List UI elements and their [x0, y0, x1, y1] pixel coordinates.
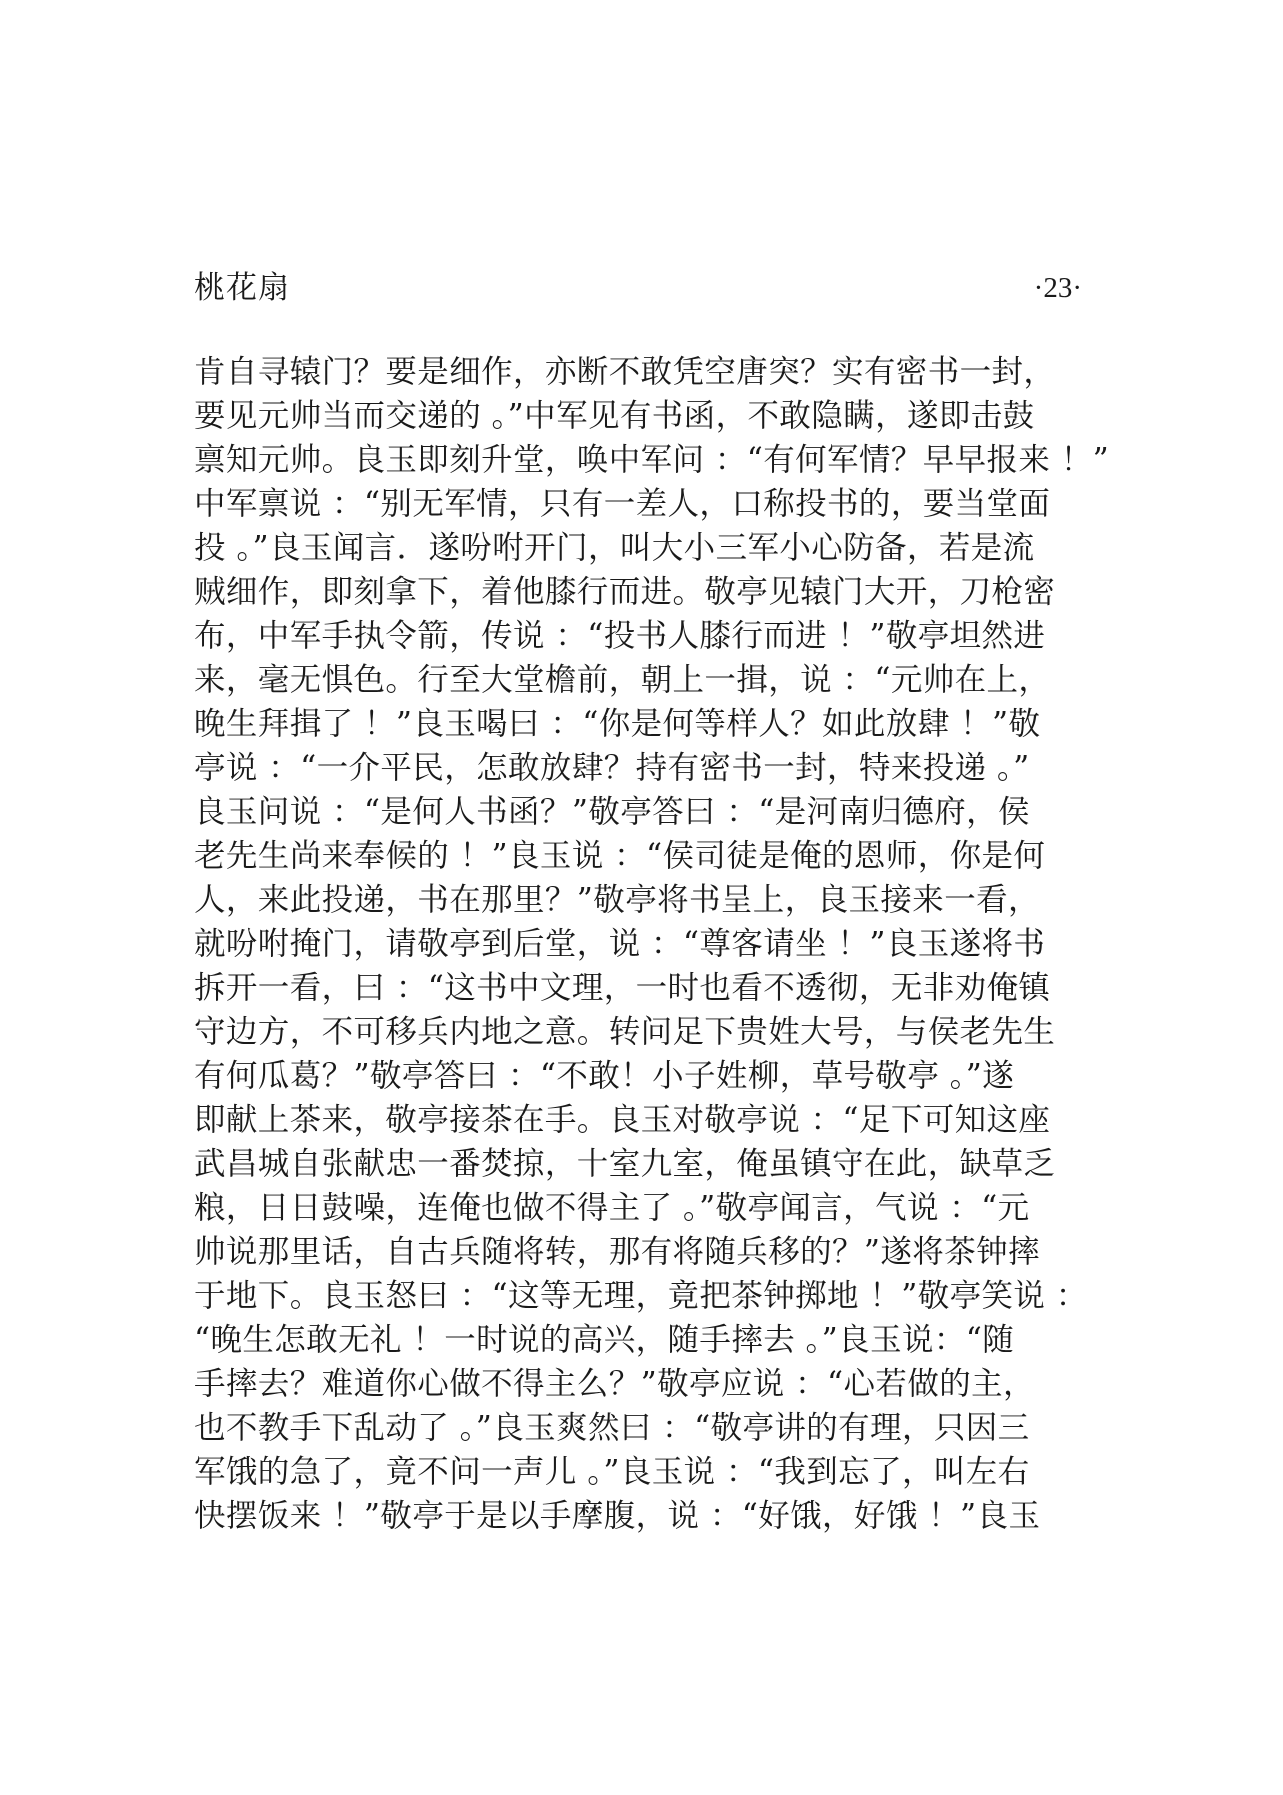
text-line: 来，毫无惧色。行至大堂檐前，朝上一揖，说 ：“元帅在上， [194, 662, 1051, 698]
text-line: 粮，日日鼓噪，连俺也做不得主了 。”敬亭闻言，气说 ：“元 [194, 1190, 1030, 1226]
text-line: 也不教手下乱动了 。”良玉爽然曰 ：“敬亭讲的有理，只因三 [194, 1410, 1030, 1446]
text-line: 快摆饭来 ！”敬亭于是以手摩腹，说 ：“好饿，好饿 ！”良玉 [194, 1498, 1041, 1534]
page-number: ·23· [1033, 272, 1082, 304]
text-line: 帅说那里话，自古兵随将转，那有将随兵移的？”遂将茶钟摔 [194, 1234, 1040, 1270]
text-line: 晚生拜揖了 ！”良玉喝曰 ：“你是何等样人？如此放肆 ！”敬 [194, 706, 1041, 742]
text-line: 中军禀说 ：“别无军情，只有一差人，口称投书的，要当堂面 [194, 486, 1051, 522]
text-line: 有何瓜葛？”敬亭答曰 ：“不敢！小子姓柳，草号敬亭 。”遂 [194, 1058, 1015, 1094]
book-title: 桃花扇 [194, 270, 290, 306]
text-line: 老先生尚来奉候的 ！”良玉说 ：“侯司徒是俺的恩师，你是何 [194, 838, 1046, 874]
body-text [194, 350, 1124, 1538]
text-line: 要见元帅当而交递的 。”中军见有书函，不敢隐瞒，遂即击鼓 [194, 398, 1035, 434]
text-line: 手摔去？难道你心做不得主么？”敬亭应说 ：“心若做的主， [194, 1366, 1035, 1402]
text-line: 武昌城自张献忠一番焚掠，十室九室，俺虽镇守在此，缺草乏 [194, 1146, 1056, 1182]
text-line: 就吩咐掩门，请敬亭到后堂，说 ：“尊客请坐 ！”良玉遂将书 [194, 926, 1046, 962]
text-line: “晚生怎敢无礼 ！一时说的高兴，随手摔去 。”良玉说：“随 [194, 1322, 1015, 1358]
text-line: 守边方，不可移兵内地之意。转问足下贵姓大号，与侯老先生 [194, 1014, 1056, 1050]
page-header [194, 268, 1082, 308]
text-line: 人，来此投递，书在那里？”敬亭将书呈上，良玉接来一看， [194, 882, 1040, 918]
text-line: 良玉问说 ：“是何人书函？”敬亭答曰 ：“是河南归德府，侯 [194, 794, 1030, 830]
text-line: 投 。”良玉闻言．遂吩咐开门，叫大小三军小心防备，若是流 [194, 530, 1035, 566]
text-line: 肯自寻辕门？要是细作，亦断不敢凭空唐突？实有密书一封， [194, 354, 1056, 390]
text-line: 禀知元帅。良玉即刻升堂，唤中军问 ：“有何军情？早早报来 ！” [194, 442, 1110, 478]
text-line: 贼细作，即刻拿下，着他膝行而进。敬亭见辕门大开，刀枪密 [194, 574, 1056, 610]
text-line: 布，中军手执令箭，传说 ：“投书人膝行而进 ！”敬亭坦然进 [194, 618, 1046, 654]
text-line: 军饿的急了，竟不问一声儿 。”良玉说 ：“我到忘了，叫左右 [194, 1454, 1030, 1490]
text-line: 即献上茶来，敬亭接茶在手。良玉对敬亭说 ：“足下可知这座 [194, 1102, 1051, 1138]
text-line: 拆开一看，曰 ：“这书中文理，一时也看不透彻，无非劝俺镇 [194, 970, 1051, 1006]
text-line: 亭说 ：“一介平民，怎敢放肆？持有密书一封，特来投递 。” [194, 750, 1030, 786]
text-line: 于地下。良玉怒曰 ：“这等无理，竟把茶钟掷地 ！”敬亭笑说 ： [194, 1278, 1088, 1314]
